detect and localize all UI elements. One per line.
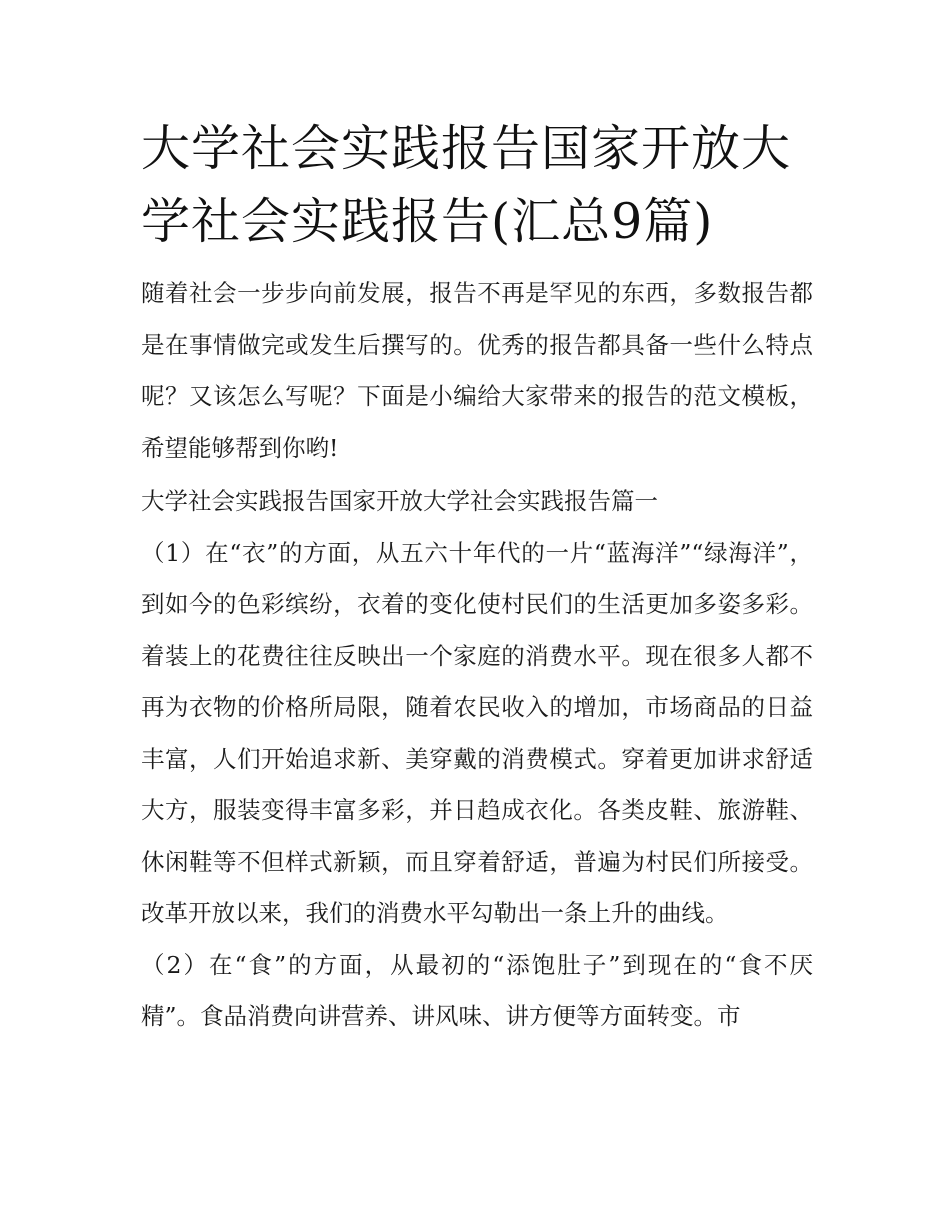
intro-paragraph: 随着社会一步步向前发展，报告不再是罕见的东西，多数报告都是在事情做完或发生后撰写的。优秀的报告都具备一些什么特点呢？又该怎么写呢？下面是小编给大家带来的报告的范文模板，希望能够帮到你哟! xyxy=(141,279,813,462)
section-heading-1: 大学社会实践报告国家开放大学社会实践报告篇一 xyxy=(141,487,658,515)
body-paragraph-food: （2）在“食”的方面，从最初的“添饱肚子”到现在的“食不厌精”。食品消费向讲营养、讲风味、讲方便等方面转变。市 xyxy=(141,950,813,1030)
document-body xyxy=(141,112,813,1043)
document-title: 大学社会实践报告国家开放大学社会实践报告(汇总9篇) xyxy=(141,120,792,250)
body-paragraph-clothing: （1）在“衣”的方面，从五六十年代的一片“蓝海洋”“绿海洋”，到如今的色彩缤纷，衣着的变化使村民们的生活更加多姿多彩。着装上的花费往往反映出一个家庭的消费水平。现在很多人都不再为衣物的价格所局限，随着农民收入的增加，市场商品的日益丰富，人们开始追求新、美穿戴的消费模式。穿着更加讲求舒适大方，服装变得丰富多彩，并日趋成衣化。各类皮鞋、旅游鞋、休闲鞋等不但样式新颖，而且穿着舒适，普遍为村民们所接受。改革开放以来，我们的消费水平勾勒出一条上升的曲线。 xyxy=(141,538,813,927)
